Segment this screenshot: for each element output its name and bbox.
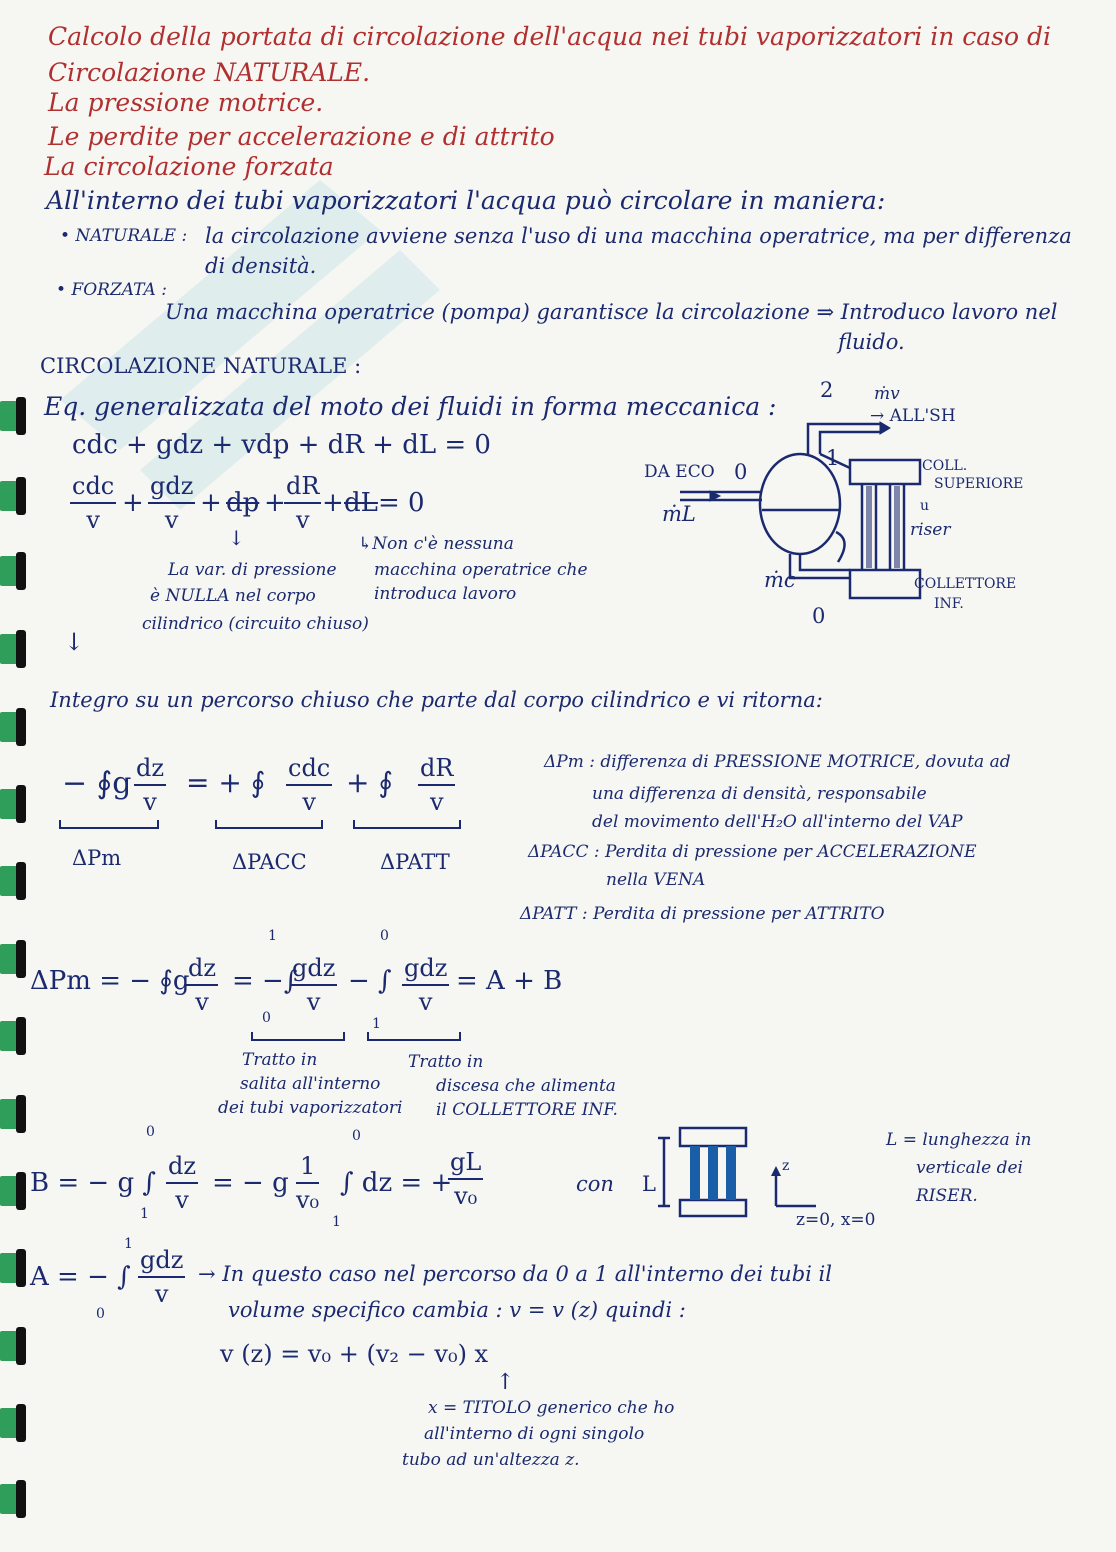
binding-ring [0, 938, 26, 978]
diagram-label-coll-sup-2: SUPERIORE [934, 476, 1024, 492]
binding-ring [0, 395, 26, 435]
note-dl-3: introduca lavoro [374, 584, 517, 604]
diagram-label-0a: 0 [734, 460, 748, 484]
def-pm-b: una differenza di densità, responsabile [592, 784, 927, 804]
header-line-1a: Calcolo della portata di circolazione dell'acqua nei tubi vaporizzatori in caso di [48, 22, 1051, 51]
binding-ring [0, 550, 26, 590]
note-a-1: Tratto in [242, 1050, 318, 1070]
binding-ring [0, 1170, 26, 1210]
header-line-3: Le perdite per accelerazione e di attrito [48, 122, 555, 151]
diagram-label-2: 2 [820, 378, 834, 402]
length-note-3: RISER. [916, 1186, 978, 1206]
diagram-label-coll-inf-2: INF. [934, 596, 964, 612]
diagram-label-riser: riser [910, 520, 951, 540]
def-pm-c: del movimento dell'H₂O all'interno del VAP [592, 812, 963, 832]
naturale-text: la circolazione avviene senza l'uso di una macchina operatrice, ma per differenza [205, 224, 1072, 248]
origin-label: z=0, x=0 [796, 1210, 876, 1230]
label-delta-patt: ΔPATT [380, 850, 450, 874]
x-note-1: x = TITOLO generico che ho [428, 1398, 675, 1418]
eq-lead: Eq. generalizzata del moto dei fluidi in forma meccanica : [44, 392, 777, 421]
diagram-label-coll-sup-1: COLL. [922, 458, 968, 474]
binding-ring [0, 783, 26, 823]
note-dp-2: è NULLA nel corpo [150, 586, 316, 606]
con-label: con [576, 1172, 614, 1196]
binding-ring [0, 1478, 26, 1518]
diagram-label-1: 1 [826, 446, 840, 470]
binding-ring [0, 1247, 26, 1287]
diagram-label-mc: ṁc [764, 568, 796, 592]
diagram-label-ml: ṁL [662, 502, 696, 526]
note-b-2: discesa che alimenta [436, 1076, 616, 1096]
specific-volume-formula: v (z) = v₀ + (v₂ − v₀) x [220, 1340, 489, 1368]
x-note-3: tubo ad un'altezza z. [402, 1450, 580, 1470]
label-delta-pacc: ΔPACC [232, 850, 307, 874]
header-line-2: La pressione motrice. [48, 88, 324, 117]
naturale-label: • NATURALE : [60, 226, 188, 246]
forzata-label: • FORZATA : [56, 280, 167, 300]
forzata-text: Una macchina operatrice (pompa) garantisce la circolazione ⇒ Introduco lavoro nel [165, 300, 1058, 324]
length-note-1: L = lunghezza in [886, 1130, 1032, 1150]
naturale-text-2: di densità. [205, 254, 317, 278]
length-note-2: verticale dei [916, 1158, 1023, 1178]
boiler-diagram [640, 372, 1090, 632]
binding-ring [0, 860, 26, 900]
note-dp-1: La var. di pressione [168, 560, 337, 580]
notebook-page: Calcolo della portata di circolazione dell'acqua nei tubi vaporizzatori in caso di Circolazione NATURALE. La pressione motrice. Le perdite per accelerazione e di attrito La circolazione forzata All'interno dei tubi vaporizzatori l'acqua può circolare in maniera: • NATURALE : la circolazione avviene senza l'uso di una macchina operatrice, ma per differenza di densità. • FORZATA : Una macchina operatrice (pompa) garantisce la circolazione ⇒ Introduco lavoro nel fluido. CIRCOLAZIONE NATURALE : Eq. generalizzata del moto dei fluidi in forma meccanica : cdc + gdz + vdp + dR + dL = 0 cdc v + gdz v + dp + dR v + dL = 0 ↓ La var. di pressione è NULLA nel corpo cilindrico (circuito chiuso) ↳Non c'è nessuna macchina operatrice che introduca lavoro ↓ 2 ṁv → ALL'SH 1 DA ECO 0 ṁL COLL. SUPERIORE u riser ṁc COLLETTORE INF. 0 Integro su un percorso chiuso che parte dal corpo cilindrico e vi ritorna: − ∮g dz v = + ∮ cdc v + ∮ dR v ΔPm ΔPACC ΔPATT ΔPm : differenza di PRESSIONE MOTRICE, dovuta ad una differenza di densità, responsabile del movimento dell'H₂O all'interno del VAP ΔPACC : Perdita di pressione per ACCELERAZIONE nella VENA ΔPATT : Perdita di pressione per ATTRITO ΔPm = − ∮g dz v = −∫ 1 0 gdz v − ∫ 0 1 gdz v = A + B Tratto in salita all'interno dei tubi vaporizzatori Tratto in discesa che alimenta il COLLETTORE INF. B = − g ∫ 0 1 dz v = − g 1 v₀ 0 1 ∫ dz = + gL v₀ con L z z=0, x=0 L = lunghezza in verticale dei RISER. A = − ∫ 1 0 gdz v → In questo caso nel percorso da 0 a 1 all'interno dei tubi il volume specifico cambia : v = v (z) quindi : v (z) = v₀ + (v₂ − v₀) x ↑ x = TITOLO generico che ho all'interno di ogni singolo tubo ad un'altezza z. [0, 0, 1116, 1552]
frac-gdz-v: gdz v [150, 472, 194, 534]
z-axis-label: z [782, 1158, 790, 1174]
note-b-1: Tratto in [408, 1052, 484, 1072]
frac-cdc-v: cdc v [72, 472, 115, 534]
note-a-3: dei tubi vaporizzatori [218, 1098, 403, 1118]
def-acc-b: nella VENA [606, 870, 706, 890]
diagram-label-mv: ṁv [874, 384, 900, 404]
label-delta-pm: ΔPm [72, 846, 122, 870]
binding-ring [0, 1015, 26, 1055]
equation-1: cdc + gdz + vdp + dR + dL = 0 [72, 430, 491, 460]
binding-ring [0, 1325, 26, 1365]
frac-dr-v: dR v [286, 472, 320, 534]
binding-ring [0, 1402, 26, 1442]
binding-ring [0, 706, 26, 746]
header-line-4: La circolazione forzata [44, 152, 334, 181]
length-label: L [642, 1172, 656, 1196]
a-text-1: → In questo caso nel percorso da 0 a 1 all'interno dei tubi il [198, 1262, 832, 1286]
diagram-label-coll-inf-1: COLLETTORE [914, 576, 1017, 592]
note-a-2: salita all'interno [240, 1074, 381, 1094]
note-dl-2: macchina operatrice che [374, 560, 588, 580]
forzata-text-2: fluido. [838, 330, 905, 354]
def-att: ΔPATT : Perdita di pressione per ATTRITO [520, 904, 885, 924]
binding-ring [0, 475, 26, 515]
diagram-label-u: u [920, 498, 930, 514]
binding-ring [0, 1093, 26, 1133]
a-text-2: volume specifico cambia : v = v (z) quindi : [228, 1298, 686, 1322]
intro-lead: All'interno dei tubi vaporizzatori l'acqua può circolare in maniera: [46, 186, 886, 215]
underbraces-ab [250, 1030, 470, 1050]
diagram-label-daeco: DA ECO [644, 462, 715, 482]
note-dp-3: cilindrico (circuito chiuso) [142, 614, 369, 634]
note-b-3: il COLLETTORE INF. [436, 1100, 618, 1120]
diagram-label-sh: → ALL'SH [870, 406, 956, 426]
binding-ring [0, 628, 26, 668]
def-pm-a: ΔPm : differenza di PRESSIONE MOTRICE, dovuta ad [544, 752, 1011, 772]
underbraces [58, 816, 468, 838]
def-acc-a: ΔPACC : Perdita di pressione per ACCELERAZIONE [528, 842, 977, 862]
note-dl-1: ↳Non c'è nessuna [358, 534, 514, 554]
header-line-1b: Circolazione NATURALE. [48, 58, 371, 87]
section-title: CIRCOLAZIONE NATURALE : [40, 354, 362, 378]
diagram-label-0b: 0 [812, 604, 826, 628]
x-note-2: all'interno di ogni singolo [424, 1424, 645, 1444]
integral-lead: Integro su un percorso chiuso che parte dal corpo cilindrico e vi ritorna: [50, 688, 823, 712]
